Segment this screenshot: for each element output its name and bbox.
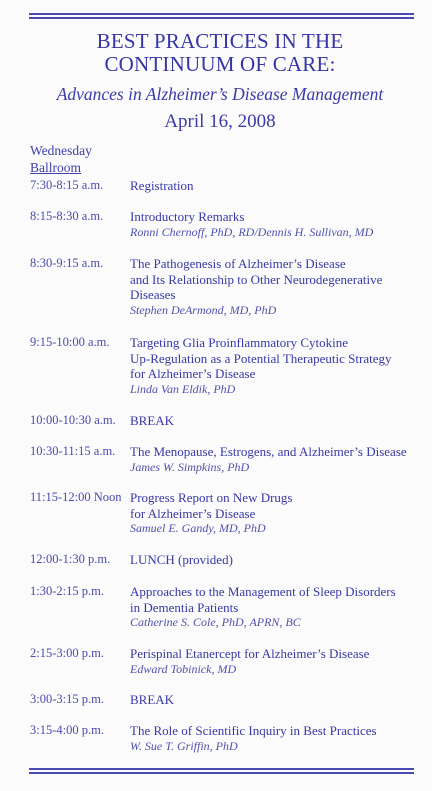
- session-time: 2:15-3:00 p.m.: [30, 646, 104, 660]
- session-speaker: Stephen DeArmond, MD, PhD: [130, 302, 277, 317]
- session-content: [130, 256, 422, 318]
- session-title: and Its Relationship to Other Neurodegenerative: [130, 271, 383, 287]
- session-speaker: Catherine S. Cole, PhD, APRN, BC: [130, 615, 301, 629]
- session-content: [130, 209, 422, 240]
- session-content: [130, 178, 422, 194]
- room-label: Ballroom: [30, 160, 81, 175]
- session-title: for Alzheimer’s Disease: [130, 366, 256, 381]
- session-speaker: Linda Van Eldik, PhD: [130, 381, 236, 396]
- session-content: [130, 584, 422, 630]
- session-title: BREAK: [130, 413, 175, 428]
- session-time: 1:30-2:15 p.m.: [30, 584, 104, 598]
- session-speaker: Edward Tobinick, MD: [130, 661, 237, 676]
- session-speaker: Ronni Chernoff, PhD, RD/Dennis H. Sullivan, MD: [130, 224, 374, 239]
- session-time: 9:15-10:00 a.m.: [30, 335, 110, 349]
- session-content: [130, 646, 422, 677]
- session-title: Diseases: [130, 287, 176, 302]
- session-time: 11:15-12:00 Noon: [30, 490, 122, 504]
- session-speaker: Samuel E. Gandy, MD, PhD: [130, 521, 266, 535]
- session-time: 12:00-1:30 p.m.: [30, 552, 111, 566]
- session-speaker: James W. Simpkins, PhD: [130, 459, 250, 474]
- session-content: [130, 444, 422, 475]
- session-title: Introductory Remarks: [130, 209, 245, 224]
- title-line-1: BEST PRACTICES IN THE: [96, 29, 344, 53]
- session-title: BREAK: [130, 692, 175, 707]
- session-title: for Alzheimer’s Disease: [130, 505, 256, 521]
- session-speaker: W. Sue T. Griffin, PhD: [130, 738, 238, 753]
- session-title: LUNCH (provided): [130, 552, 233, 567]
- session-content: [130, 335, 422, 397]
- session-title: Registration: [130, 178, 194, 193]
- bottom-double-rule: [29, 768, 414, 774]
- title-line-2: CONTINUUM OF CARE:: [104, 52, 336, 76]
- session-title: Perispinal Etanercept for Alzheimer’s Disease: [130, 646, 370, 661]
- top-double-rule: [29, 13, 414, 19]
- session-title: in Dementia Patients: [130, 599, 239, 615]
- session-content: [130, 723, 422, 754]
- program-date: April 16, 2008: [164, 111, 276, 132]
- session-time: 8:30-9:15 a.m.: [30, 256, 104, 270]
- session-time: 3:00-3:15 p.m.: [30, 692, 104, 706]
- session-title: Approaches to the Management of Sleep Disorders: [130, 584, 396, 599]
- session-content: [130, 490, 422, 536]
- session-time: 3:15-4:00 p.m.: [30, 723, 104, 737]
- session-title: The Menopause, Estrogens, and Alzheimer’s Disease: [130, 444, 407, 459]
- session-title: Targeting Glia Proinflammatory Cytokine: [130, 335, 349, 350]
- day-heading: [30, 142, 92, 176]
- program-header: [20, 30, 420, 133]
- session-time: 10:00-10:30 a.m.: [30, 413, 116, 427]
- session-time: 10:30-11:15 a.m.: [30, 444, 116, 458]
- session-title: The Role of Scientific Inquiry in Best Practices: [130, 723, 377, 738]
- session-content: [130, 413, 422, 429]
- session-content: [130, 552, 422, 568]
- session-time: 7:30-8:15 a.m.: [30, 178, 104, 192]
- program-subtitle: Advances in Alzheimer’s Disease Management: [56, 84, 384, 104]
- session-time: 8:15-8:30 a.m.: [30, 209, 104, 223]
- session-title: Progress Report on New Drugs: [130, 490, 293, 505]
- day-label: Wednesday: [30, 143, 92, 158]
- session-title: The Pathogenesis of Alzheimer’s Disease: [130, 256, 346, 271]
- session-content: [130, 692, 422, 708]
- session-title: Up-Regulation as a Potential Therapeutic Strategy: [130, 350, 392, 366]
